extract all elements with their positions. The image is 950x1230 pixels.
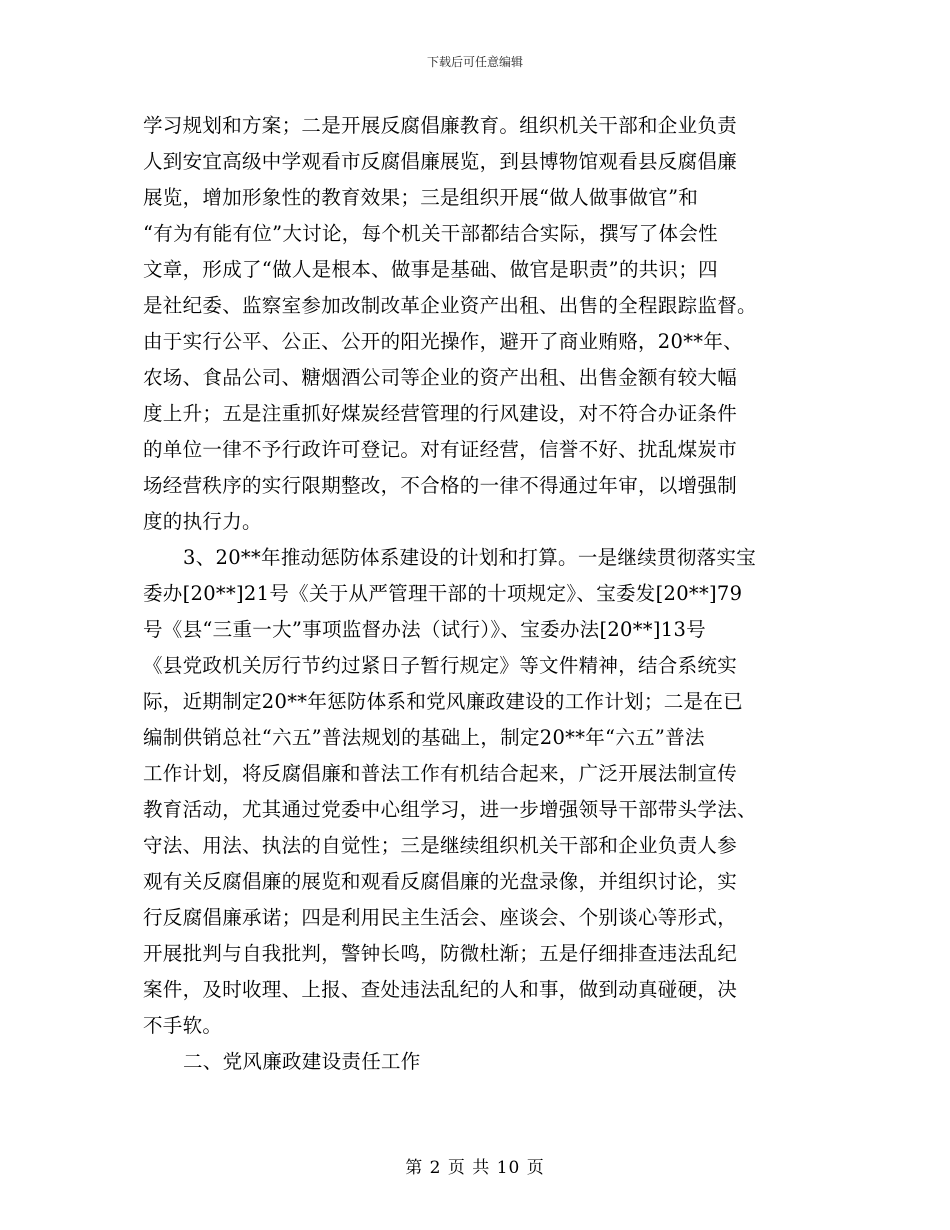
text-line: 文章，形成了“做人是根本、做事是基础、做官是职责”的共识；四 [143, 258, 718, 281]
text-line: 二、党风廉政建设责任工作 [183, 1050, 421, 1073]
text-line: 守法、用法、执法的自觉性；三是继续组织机关干部和企业负责人参 [143, 834, 738, 857]
text-line: 场经营秩序的实行限期整改，不合格的一律不得通过年审，以增强制 [143, 474, 738, 497]
page-footer: 第 2 页 共 10 页 [405, 1158, 545, 1178]
text-line: “有为有能有位”大讨论，每个机关干部都结合实际，撰写了体会性 [143, 222, 718, 245]
text-line: 教育活动，尤其通过党委中心组学习，进一步增强领导干部带头学法、 [143, 798, 757, 821]
text-line: 度上升；五是注重抓好煤炭经营管理的行风建设，对不符合办证条件 [143, 402, 738, 425]
page-header: 下载后可任意编辑 [426, 55, 523, 69]
text-line: 际，近期制定20**年惩防体系和党风廉政建设的工作计划；二是在已 [143, 690, 743, 713]
document-body [143, 108, 823, 1080]
text-line: 委办[20**]21号《关于从严管理干部的十项规定》、宝委发[20**]79 [143, 582, 743, 605]
text-line: 农场、食品公司、糖烟酒公司等企业的资产出租、出售金额有较大幅 [143, 366, 738, 389]
text-line: 的单位一律不予行政许可登记。对有证经营，信誉不好、扰乱煤炭市 [143, 438, 738, 461]
text-line: 3、20**年推动惩防体系建设的计划和打算。一是继续贯彻落实宝 [183, 546, 757, 569]
text-line: 由于实行公平、公正、公开的阳光操作，避开了商业贿赂，20**年、 [143, 330, 743, 353]
text-line: 观有关反腐倡廉的展览和观看反腐倡廉的光盘录像，并组织讨论，实 [143, 870, 738, 893]
text-line: 度的执行力。 [143, 510, 262, 533]
text-line: 号《县“三重一大”事项监督办法（试行）》、宝委办法[20**]13号 [143, 618, 706, 641]
text-line: 学习规划和方案；二是开展反腐倡廉教育。组织机关干部和企业负责 [143, 114, 738, 137]
text-line: 开展批判与自我批判，警钟长鸣，防微杜渐；五是仔细排查违法乱纪 [143, 942, 738, 965]
text-line: 人到安宜高级中学观看市反腐倡廉展览，到县博物馆观看县反腐倡廉 [143, 150, 738, 173]
text-line: 展览，增加形象性的教育效果；三是组织开展“做人做事做官”和 [143, 186, 699, 209]
text-line: 编制供销总社“六五”普法规划的基础上，制定20**年“六五”普法 [143, 726, 705, 749]
text-line: 不手软。 [143, 1014, 223, 1037]
text-line: 工作计划，将反腐倡廉和普法工作有机结合起来，广泛开展法制宣传 [143, 762, 738, 785]
text-line: 案件，及时收理、上报、查处违法乱纪的人和事，做到动真碰硬，决 [143, 978, 738, 1001]
text-line: 《县党政机关厉行节约过紧日子暂行规定》等文件精神，结合系统实 [143, 654, 738, 677]
text-line: 行反腐倡廉承诺；四是利用民主生活会、座谈会、个别谈心等形式， [143, 906, 738, 929]
text-line: 是社纪委、监察室参加改制改革企业资产出租、出售的全程跟踪监督。 [143, 294, 757, 317]
